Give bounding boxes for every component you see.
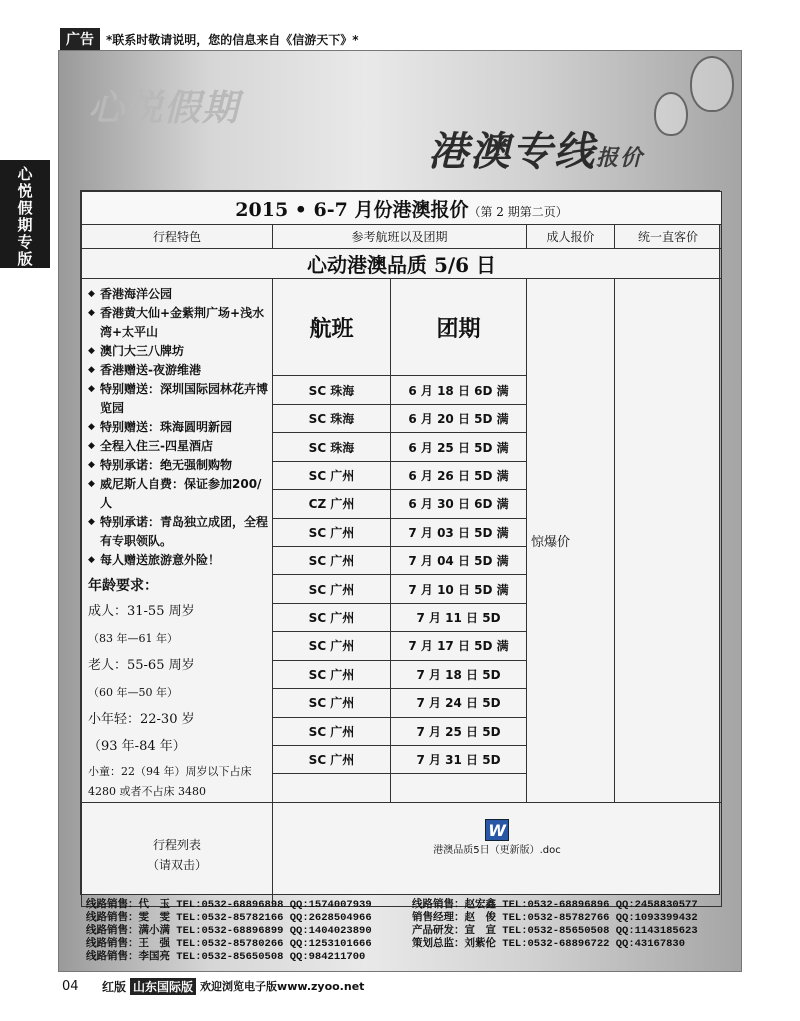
page-number: 04 [62, 978, 79, 994]
ad-note: *联系时敬请说明，您的信息来自《信游天下》* [106, 32, 359, 47]
feature-item: ◆ 特别承诺：绝无强制购物 [88, 456, 268, 475]
side-tab-char: 专 [17, 233, 33, 251]
age-range: （83 年—61 年） [88, 632, 178, 645]
date-cell: 7 月 25 日 5D [391, 717, 527, 745]
edition-badge: 山东国际版 [130, 978, 196, 995]
age-rule: 成人：31-55 周岁 [88, 604, 195, 619]
title-suffix: 报价 [596, 146, 645, 171]
flight-cell: SC 广州 [273, 660, 391, 688]
side-tab-char: 心 [17, 165, 33, 183]
itinerary-file[interactable] [273, 803, 722, 907]
direct-price [615, 279, 722, 803]
ad-header [60, 28, 359, 50]
date-cell: 6 月 25 日 5D 满 [391, 433, 527, 461]
brand-logo: 心悦假期 [88, 87, 241, 129]
date-cell: 7 月 18 日 5D [391, 660, 527, 688]
feature-item: ◆ 全程入住三-四星酒店 [88, 437, 268, 456]
flight-cell: SC 广州 [273, 689, 391, 717]
file-name[interactable]: 港澳品质5日（更新版）.doc [433, 845, 561, 856]
table-title-note: （第 2 期第二页） [468, 204, 568, 219]
side-tab-char: 期 [17, 216, 33, 234]
col-header: 行程特色 [82, 225, 273, 249]
age-rule: 小年轻：22-30 岁 [88, 712, 195, 727]
side-tab-char: 悦 [17, 182, 33, 200]
itinerary-label [82, 803, 273, 907]
page-title [428, 120, 644, 177]
flight-cell: SC 广州 [273, 632, 391, 660]
age-title: 年龄要求： [88, 578, 158, 594]
age-range: （60 年—50 年） [88, 686, 178, 699]
feature-list [88, 285, 268, 570]
itinerary-label-hint: （请双击） [146, 857, 207, 872]
date-cell: 7 月 11 日 5D [391, 603, 527, 631]
edition-label: 红版 [102, 979, 127, 994]
flight-cell: SC 广州 [273, 547, 391, 575]
price-table [80, 190, 720, 895]
table-subtitle: 心动港澳品质 5/6 日 [82, 249, 722, 279]
ebook-link[interactable]: 欢迎浏览电子版www.zyoo.net [200, 980, 365, 993]
title-main: 港澳专线 [428, 129, 596, 175]
features-cell [82, 279, 273, 803]
contact-row: 策划总监：刘紫伦 TEL:0532-68896722 QQ:43167830 [412, 938, 686, 950]
flight-cell: SC 珠海 [273, 376, 391, 404]
contact-row: 线路销售：王 强 TEL:0532-85780266 QQ:1253101666 [86, 938, 372, 950]
itinerary-label-text: 行程列表 [152, 837, 201, 852]
flight-cell: SC 广州 [273, 717, 391, 745]
feature-item: ◆ 香港赠送-夜游维港 [88, 361, 268, 380]
feature-item: ◆ 威尼斯人自费：保证参加200/人 [88, 475, 268, 513]
child-note: 小童：22（94 年）周岁以下占床 4280 或者不占床 3480 [88, 765, 252, 798]
feature-item: ◆ 每人赠送旅游意外险！ [88, 551, 268, 570]
date-cell: 7 月 10 日 5D 满 [391, 575, 527, 603]
contact-row: 线路销售：赵宏鑫 TEL:0532-68896896 QQ:2458830577 [412, 899, 698, 911]
date-cell: 6 月 30 日 6D 满 [391, 490, 527, 518]
feature-item: ◆ 特别赠送：深圳国际园林花卉博览园 [88, 380, 268, 418]
adult-price: 惊爆价 [527, 279, 615, 803]
table-title [82, 192, 722, 225]
feature-item: ◆ 特别承诺：青岛独立成团，全程有专职领队。 [88, 513, 268, 551]
contact-row: 销售经理：赵 俊 TEL:0532-85782766 QQ:1093399432 [412, 912, 698, 924]
side-tab-char: 版 [17, 250, 33, 268]
table-title-text: 2015 • 6-7 月份港澳报价 [235, 198, 469, 221]
flight-cell: SC 珠海 [273, 433, 391, 461]
ad-tag: 广告 [60, 28, 100, 50]
date-cell: 7 月 04 日 5D 满 [391, 547, 527, 575]
date-cell: 7 月 24 日 5D [391, 689, 527, 717]
flight-cell: SC 广州 [273, 461, 391, 489]
word-document-icon[interactable]: W [485, 819, 509, 841]
contact-row: 线路销售：满小满 TEL:0532-68896899 QQ:1404023890 [86, 925, 372, 937]
side-tab-char: 假 [17, 199, 33, 217]
age-rule: 老人：55-65 周岁 [88, 658, 195, 673]
contacts-left [86, 899, 372, 964]
feature-item: ◆ 香港黄大仙+金紫荆广场+浅水湾+太平山 [88, 304, 268, 342]
col-header: 成人报价 [527, 225, 615, 249]
date-cell: 6 月 20 日 5D 满 [391, 404, 527, 432]
age-range: （93 年-84 年） [88, 739, 186, 754]
col-header: 统一直客价 [615, 225, 722, 249]
contact-row: 线路销售：代 玉 TEL:0532-68896898 QQ:1574007939 [86, 899, 372, 911]
feature-item: ◆ 特别赠送：珠海圆明新园 [88, 418, 268, 437]
feature-item: ◆ 香港海洋公园 [88, 285, 268, 304]
contact-row: 线路销售：雯 雯 TEL:0532-85782166 QQ:2628504966 [86, 912, 372, 924]
side-tab [0, 160, 50, 268]
flight-cell: SC 广州 [273, 603, 391, 631]
flight-cell: CZ 广州 [273, 490, 391, 518]
date-header: 团期 [391, 279, 527, 376]
feature-item: ◆ 澳门大三八牌坊 [88, 342, 268, 361]
date-cell: 6 月 18 日 6D 满 [391, 376, 527, 404]
flight-cell: SC 广州 [273, 575, 391, 603]
flight-header: 航班 [273, 279, 391, 376]
date-cell: 7 月 31 日 5D [391, 745, 527, 773]
balloon-icon [690, 56, 734, 112]
contact-row: 产品研发：宣 宣 TEL:0532-85650508 QQ:1143185623 [412, 925, 698, 937]
page-footer [62, 976, 364, 996]
flight-cell: SC 广州 [273, 745, 391, 773]
contact-row: 线路销售：李国亮 TEL:0532-85650508 QQ:984211700 [86, 951, 366, 963]
date-cell: 7 月 03 日 5D 满 [391, 518, 527, 546]
col-header: 参考航班以及团期 [273, 225, 527, 249]
date-cell: 6 月 26 日 5D 满 [391, 461, 527, 489]
balloon-icon [654, 92, 688, 136]
date-cell: 7 月 17 日 5D 满 [391, 632, 527, 660]
flight-cell: SC 广州 [273, 518, 391, 546]
flight-cell: SC 珠海 [273, 404, 391, 432]
contacts-right [412, 899, 698, 951]
empty-flight-cell [273, 774, 391, 803]
empty-date-cell [391, 774, 527, 803]
